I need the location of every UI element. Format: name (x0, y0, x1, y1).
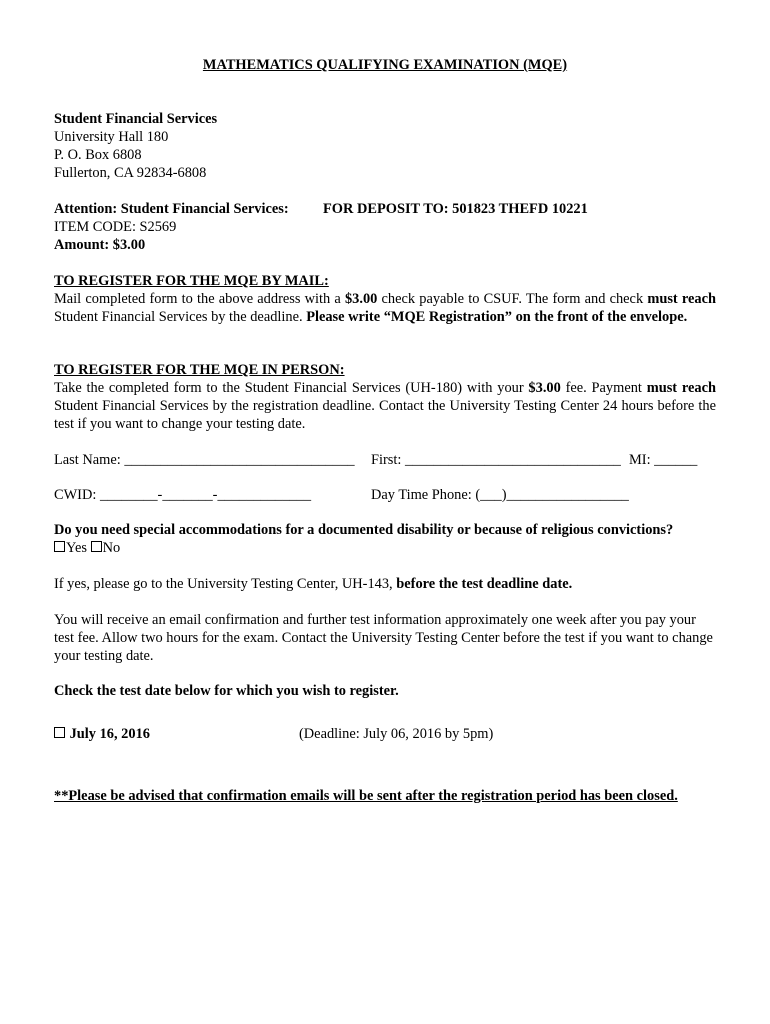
test-date-option (54, 725, 150, 743)
confirmation-note: You will receive an email confirmation and further test information approximately one week after you pay your test fee. Allow two hours for the exam. Contact the University Testing Center before the test if you want to change your testing date. (54, 612, 713, 664)
address-line-2: P. O. Box 6808 (54, 147, 142, 163)
mail-fee: $3.00 (344, 291, 378, 307)
person-text-3: Student Financial Services by the registration deadline. Contact the University Testing Center 24 hours before the test if you want to change your testing date. (54, 398, 716, 432)
person-instructions (54, 379, 716, 433)
no-label: No (102, 540, 121, 556)
mail-must: must (647, 291, 678, 307)
confirmation-notice: **Please be advised that confirmation emails will be sent after the registration period has been closed. (54, 788, 678, 804)
yes-label: Yes (66, 540, 87, 556)
if-yes-bold: before the test deadline date. (396, 576, 573, 592)
address-org: Student Financial Services (54, 111, 218, 127)
attention-label: Attention: Student Financial Services: (54, 201, 289, 217)
accommodations-question: Do you need special accommodations for a documented disability or because of religious convictions? (54, 522, 674, 538)
address-line-1: University Hall 180 (54, 129, 169, 145)
person-reach: reach (681, 380, 716, 396)
mail-text-3: Student Financial Services by the deadline. (54, 309, 307, 325)
mail-instructions (54, 290, 716, 326)
first-name-field[interactable]: First: ______________________________ (371, 452, 621, 468)
last-name-field[interactable]: Last Name: ________________________________ (54, 452, 355, 468)
mail-text-1: Mail completed form to the above address with a (54, 291, 345, 307)
person-fee: $3.00 (528, 380, 561, 396)
mail-text-2: check payable to CSUF. The form and check (377, 291, 648, 307)
if-yes-note (54, 575, 572, 593)
person-text-1: Take the completed form to the Student Financial Services (UH-180) with your (54, 380, 529, 396)
mail-heading: TO REGISTER FOR THE MQE BY MAIL: (54, 273, 329, 289)
test-date-checkbox[interactable] (54, 727, 65, 738)
mail-reach: reach (681, 291, 717, 307)
accommodations-options (54, 539, 120, 557)
person-must: must (646, 380, 678, 396)
person-text-2: fee. Payment (560, 380, 647, 396)
if-yes-text: If yes, please go to the University Testing Center, UH-143, (54, 576, 397, 592)
test-date-deadline: (Deadline: July 06, 2016 by 5pm) (299, 726, 494, 742)
middle-initial-field[interactable]: MI: ______ (629, 452, 698, 468)
amount: Amount: $3.00 (54, 237, 146, 253)
item-code: ITEM CODE: S2569 (54, 219, 177, 235)
cwid-field[interactable]: CWID: ________-_______-_____________ (54, 487, 312, 503)
yes-checkbox[interactable] (54, 541, 65, 552)
day-phone-field[interactable]: Day Time Phone: (___)_________________ (371, 487, 629, 503)
address-line-3: Fullerton, CA 92834-6808 (54, 165, 207, 181)
check-date-instruction: Check the test date below for which you wish to register. (54, 683, 399, 699)
no-checkbox[interactable] (91, 541, 102, 552)
test-date-label: July 16, 2016 (69, 726, 150, 742)
mail-text-4: Please write “MQE Registration” on the front of the envelope. (306, 309, 688, 325)
person-heading: TO REGISTER FOR THE MQE IN PERSON: (54, 362, 345, 378)
deposit-info: FOR DEPOSIT TO: 501823 THEFD 10221 (323, 201, 588, 217)
page-title: MATHEMATICS QUALIFYING EXAMINATION (MQE) (202, 57, 568, 73)
